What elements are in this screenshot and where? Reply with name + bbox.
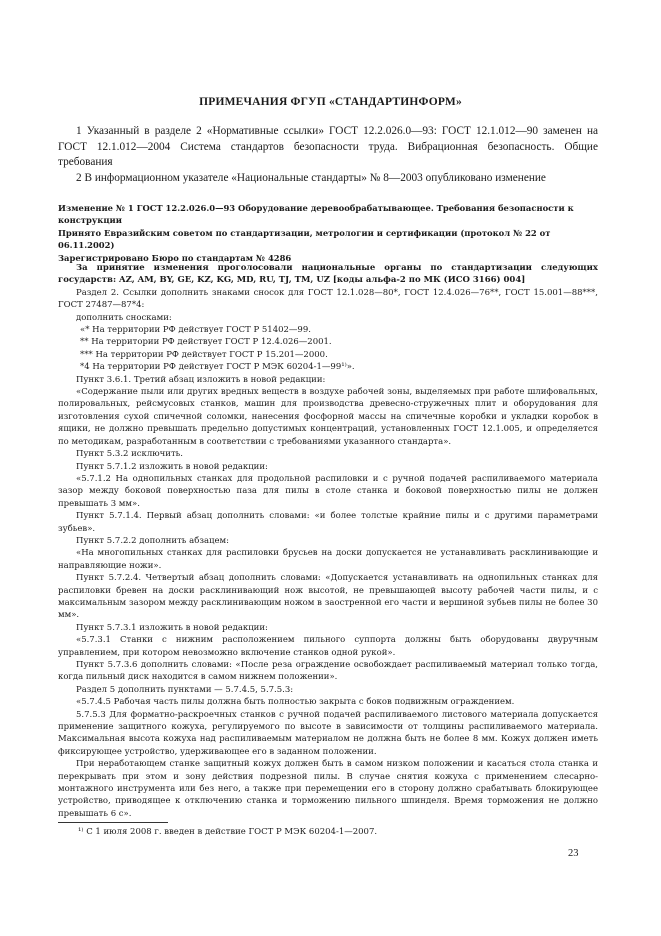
- change-registration: Зарегистрировано Бюро по стандартам № 4286: [58, 252, 292, 263]
- page-title: ПРИМЕЧАНИЯ ФГУП «СТАНДАРТИНФОРМ»: [199, 96, 462, 108]
- body-paragraph: При неработающем станке защитный кожух должен быть в самом низком положении и касаться стола станка и перекрывать при этом и зону действия подрезной пилы. В случае снятия кожуха с применением слесарно-монтажного инструмента или без него, а также при перемещении его в сторону должно срабатывать блокирующее устройство, приводящее к отключению станка и торможению пильного шпинделя. Время торможения не должно превышать 6 с».: [58, 759, 598, 819]
- note-2: 2 В информационном указателе «Национальные стандарты» № 8—2003 опубликовано изменение: [76, 171, 546, 184]
- notes-section: [58, 124, 598, 186]
- body-paragraph: «5.7.3.1 Станки с нижним расположением пильного суппорта должны быть оборудованы двуручным управлением, при котором невозможно включение станков одной рукой».: [58, 635, 598, 658]
- body-paragraph: Пункт 5.7.3.6 дополнить словами: «После реза ограждение освобождает распиливаемый материал только тогда, когда пильный диск находится в самом нижнем положении».: [58, 660, 598, 683]
- body-paragraph: «На многопильных станках для распиловки брусьев на доски допускается не устанавливать расклинивающие и направляющие ножи».: [58, 548, 598, 571]
- body-paragraph: «Содержание пыли или других вредных веществ в воздухе рабочей зоны, выделяемых при работе шлифовальных, полировальных, рейсмусовых станков, машин для производства древесно-стружечных плит и оборудования для изготовления сухой спичечной соломки, нанесения фосфорной массы на спичечные коробки и укладки коробок в ящики, не должно превышать предельно допустимых концентраций, установленных ГОСТ 12.1.005, и определяется по методикам, разработанным в соответствии с требованиями указанного стандарта».: [58, 387, 598, 447]
- change-body: [58, 262, 598, 820]
- body-paragraph: Пункт 3.6.1. Третий абзац изложить в новой редакции:: [76, 374, 326, 385]
- footnote-entry: ** На территории РФ действует ГОСТ Р 12.4.026—2001.: [80, 337, 332, 348]
- note-1: 1 Указанный в разделе 2 «Нормативные ссылки» ГОСТ 12.2.026.0—93: ГОСТ 12.1.012—90 заменен на ГОСТ 12.1.012—2004 Система стандартов безопасности труда. Вибрационная безопасность. Общие требования: [58, 125, 598, 168]
- footnote-entry: «* На территории РФ действует ГОСТ Р 51402—99.: [80, 325, 311, 336]
- body-paragraph: 5.7.5.3 Для форматно-раскроечных станков с ручной подачей распиливаемого листового материала допускается применение защитного кожуха, регулируемого по высоте в зависимости от толщины распиливаемого материала. Максимальная высота кожуха над распиливаемым материалом не должна быть не более 8 мм. Кожух должен иметь фиксирующее устройство, удерживающее его в заданном положении.: [58, 709, 598, 757]
- body-paragraph: Раздел 2. Ссылки дополнить знаками сносок для ГОСТ 12.1.028—80*, ГОСТ 12.4.026—76**, ГОСТ 15.001—88***, ГОСТ 27487—87*4:: [58, 287, 598, 311]
- body-paragraph: Раздел 5 дополнить пунктами — 5.7.4.5, 5.7.5.3:: [76, 684, 294, 695]
- body-paragraph: Пункт 5.7.1.2 изложить в новой редакции:: [76, 461, 268, 472]
- body-paragraph: Пункт 5.7.1.4. Первый абзац дополнить словами: «и более толстые крайние пилы и с другими параметрами зубьев».: [58, 511, 598, 534]
- page-number: 23: [568, 848, 579, 859]
- change-adoption: Принято Евразийским советом по стандартизации, метрологии и сертификации (протокол № 22 от 06.11.2002): [58, 227, 551, 251]
- body-paragraph: Пункт 5.3.2 исключить.: [76, 449, 183, 460]
- body-paragraph: Пункт 5.7.2.4. Четвертый абзац дополнить словами: «Допускается устанавливать на однопильных станках для распиловки бревен на доски расклинивающий нож высотой, не превышающей высоту рабочей части пилы, и с максимальным зазором между расклинивающим ножом в заостренной его части и вершиной зубьев пилы не более 30 мм».: [58, 573, 598, 621]
- footnote-entry: *** На территории РФ действует ГОСТ Р 15.201—2000.: [80, 349, 328, 360]
- page-footnote: ¹⁾ С 1 июля 2008 г. введен в действие ГОСТ Р МЭК 60204-1—2007.: [78, 827, 378, 837]
- voting-paragraph: За принятие изменения проголосовали национальные органы по стандартизации следующих государств: AZ, AM, BY, GE, KZ, KG, MD, RU, TJ, TM, UZ [коды альфа-2 по МК (ИСО 3166) 004]: [58, 263, 598, 286]
- footnote-divider: [58, 822, 168, 823]
- change-header: [58, 202, 598, 264]
- change-title: Изменение № 1 ГОСТ 12.2.026.0—93 Оборудование деревообрабатывающее. Требования безопасности к конструкции: [58, 203, 574, 226]
- body-paragraph: «5.7.4.5 Рабочая часть пилы должна быть полностью закрыта с боков подвижным ограждением.: [76, 697, 515, 708]
- body-paragraph: «5.7.1.2 На однопильных станках для продольной распиловки и с ручной подачей распиливаемого материала зазор между боковой поверхностью паза для пилы в столе станка и боковой поверхностью пилы не должен превышать 3 мм».: [58, 473, 598, 509]
- body-paragraph: Пункт 5.7.3.1 изложить в новой редакции:: [76, 622, 268, 633]
- footnote-entry: *4 На территории РФ действует ГОСТ Р МЭК 60204-1—99¹⁾».: [80, 362, 355, 373]
- body-paragraph: дополнить сносками:: [76, 312, 172, 323]
- body-paragraph: Пункт 5.7.2.2 дополнить абзацем:: [76, 535, 229, 546]
